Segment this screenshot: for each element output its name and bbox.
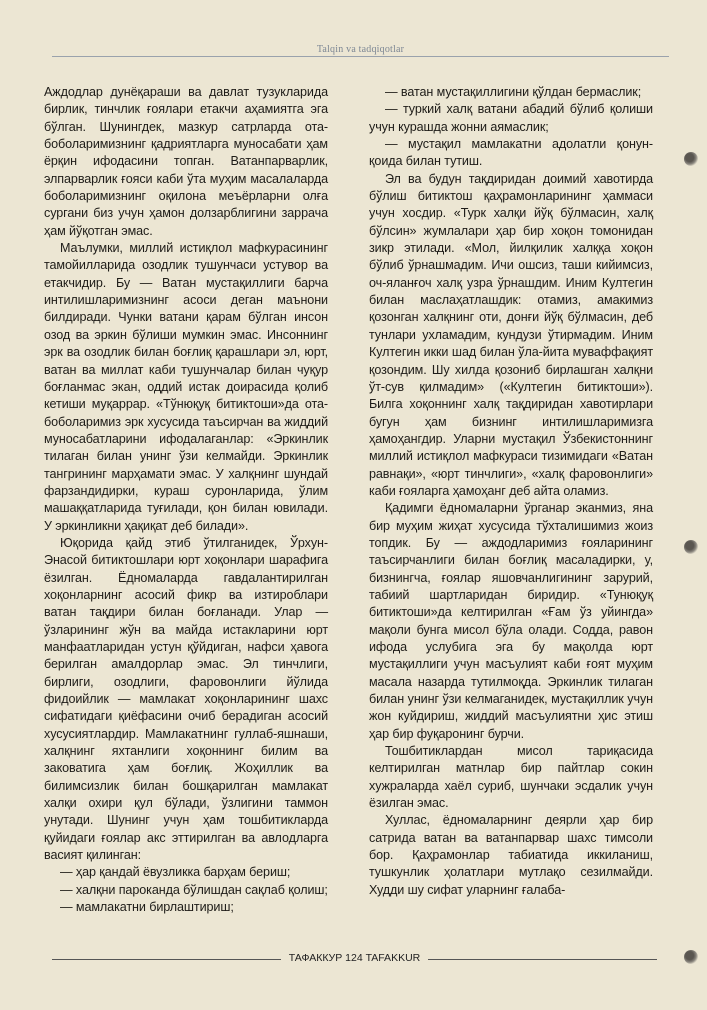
left-column xyxy=(44,84,328,917)
running-header-title: Talqin va tadqiqotlar xyxy=(311,44,410,55)
list-item: — мамлакатни бирлаштириш; xyxy=(60,900,234,915)
paragraph: Маълумки, миллий истиқлол мафкурасининг тамойилларида озодлик тушунчаси устувор ва етакчидир. Бу — Ватан мустақиллиги барча интилишларимизнинг асоси деган маънони билдиради. Чунки ватани қарам бўлган инсон озод ва эркин бўлиши мумкин эмас. Инсоннинг эрк ва озодлик билан боғлиқ қарашлари эл, юрт, ватан ва миллат каби тушунчалар билан чуқур боғланмас экан, оддий истак доирасида қолиб кетиши муқаррар. «Тўнюқуқ битиктоши»да ота-боболаримиз эрк хусусида таъсирчан ва жиддий муносабатларини ифодалаганлар: «Эркинлик тилаган билан унинг ўзи келмайди. Эркинлик тангрининг марҳамати эмас. У халқнинг шундай фарзандидирки, кураш суронларида, ўлим машаққатларида туғилади, қон билан ювилади. У эркинликни ҳақиқат деб билади». xyxy=(44,241,328,533)
paragraph: Аждодлар дунёқараши ва давлат тузукларида бирлик, тинчлик ғоялари етакчи аҳамиятга эга бўлган. Шунингдек, мазкур сатрларда ота-боболаримизнинг қадриятларга муносабати ҳам ёрқин ифодасини топган. Ватанпарварлик, элпарварлик ғояси каби ўта муҳим масалаларда боболаримизнинг оқилона меъёрларни олға сургани биз учун ҳамон долзарблигини заррача ҳам йўқотган эмас. xyxy=(44,85,328,238)
list-item: — халқни пароканда бўлишдан сақлаб қолиш; xyxy=(60,882,328,897)
paragraph: Эл ва будун тақдиридан доимий хавотирда бўлиш битиктош қаҳрамонларининг ҳаммаси учун хосдир. «Турк халқи йўқ бўлмасин, халқ бўлсин» жумлалари ҳар бир хоқон томонидан зикр этилади. «Мол, йилқилик халққа хоқон бўлиб ўрнашмадим. Ичи ошсиз, таши кийимсиз, оч-яланғоч халқ узра ўрнашдим. Иним Култегин билан маслаҳатлашдик: отамиз, амакимиз қозонган халқнинг оти, донғи йўқ бўлмасин, деб тунлари ухламадим, кундузи ўтирмадим. Иним Култегин икки шад билан ўла-йита муваффақият қозондим. Шу хилда қозониб бирлашган халқни ўт-сув қилмадим» («Култегин битиктоши»). Билга хоқоннинг халқ тақдиридан хавотирлари бугун ҳам бизнинг интилишларимизга ҳамоҳангдир. Уларни мустақил Ўзбекистоннинг миллий истиқлол мафкураси тизимидаги «Ватан равнақи», «юрт тинчлиги», «халқ фаровонлиги» каби ғояларга ҳамоҳанг деб айта оламиз. xyxy=(369,171,653,498)
paragraph: Тошбитиклардан мисол тариқасида келтирилган матнлар бир пайтлар сокин хужраларда хаёл суриб, шунчаки эсдалик учун ёзилган эмас. xyxy=(369,744,653,811)
paragraph: Қадимги ёдномаларни ўрганар эканмиз, яна бир муҳим жиҳат хусусида тўхталишимиз жоиз топдик. Бу — аждодларимиз ғояларининг таъсирчанлиги билан боғлиқ масаладирки, у, бизнингча, ғоялар яшовчанлигининг зарурий, табиий шартларидан биридир. «Тунюқуқ битиктоши»да келтирилган «Ғам ўз уйингда» мақоли бунга мисол бўла олади. Содда, равон ифода услубига эга бу мақолда юрт мустақиллиги учун масъулият каби ғоят муҳим масала назарда тутилмоқда. Эркинлик тилаган билан унинг ўзи келмаганидек, мустақиллик учун жон куйдириш, жиддий масъулиятни ҳис этиш ҳар бир фуқаронинг бурчи. xyxy=(369,501,653,741)
paragraph: Юқорида қайд этиб ўтилганидек, Ўрхун-Энасой битиктошлари юрт хоқонлари шарафига ёзилган. Ёдномаларда гавдалантирилган хоқонларнинг асосий фикр ва изтироблари ватан тақдири билан боғланади. Улар — ўзларининг жўн ва майда истакларини юрт манфаатларидан устун қўйдиган, нафси ҳавога берилган амалдорлар эмас. Эл тинчлиги, бирлиги, озодлиги, фаровонлиги йўлида фидоийлик — мамлакат хоқонларининг шахс сифатидаги қиёфасини очиб берадиган асосий хусусиятлардир. Мамлакатнинг гуллаб-яшнаши, халқнинг яхтанлиги хоқоннинг билим ва заковатига ҳам боғлиқ. Жоҳиллик ва билимсизлик билан бошқарилган мамлакат халқи охири қул бўлади, ўзлигини таммон унутади. Шунинг учун ҳам тошбитикларда қуйидаги ғоялар акс эттирилган ва авлодларга васият қилинган: xyxy=(44,535,328,863)
binding-hole-icon xyxy=(684,152,698,166)
binding-hole-icon xyxy=(684,540,698,554)
page-footer xyxy=(52,952,657,964)
running-header xyxy=(52,44,669,55)
list-item: — ватан мустақиллигини қўлдан бермаслик; xyxy=(385,85,642,99)
paragraph: Хуллас, ёдномаларнинг деярли ҳар бир сатрида ватан ва ватанпарвар шахс тимсоли бор. Қаҳрамонлар табиатида иккиланиш, тушкунлик ҳолатлари мутлақо сезилмайди. Худди шу сифат уларнинг ғалаба- xyxy=(369,813,653,897)
footer-text: ТАФАККУР 124 TAFAKKUR xyxy=(281,952,429,964)
list-item: — мустақил мамлакатни адолатли қонун-қоида билан тутиш. xyxy=(369,137,653,169)
list-item: — ҳар қандай ёвузликка барҳам бериш; xyxy=(60,865,291,880)
binding-hole-icon xyxy=(684,950,698,964)
right-column xyxy=(369,84,653,899)
list-item: — туркий халқ ватани абадий бўлиб қолиши учун курашда жонни аямаслик; xyxy=(369,102,653,134)
